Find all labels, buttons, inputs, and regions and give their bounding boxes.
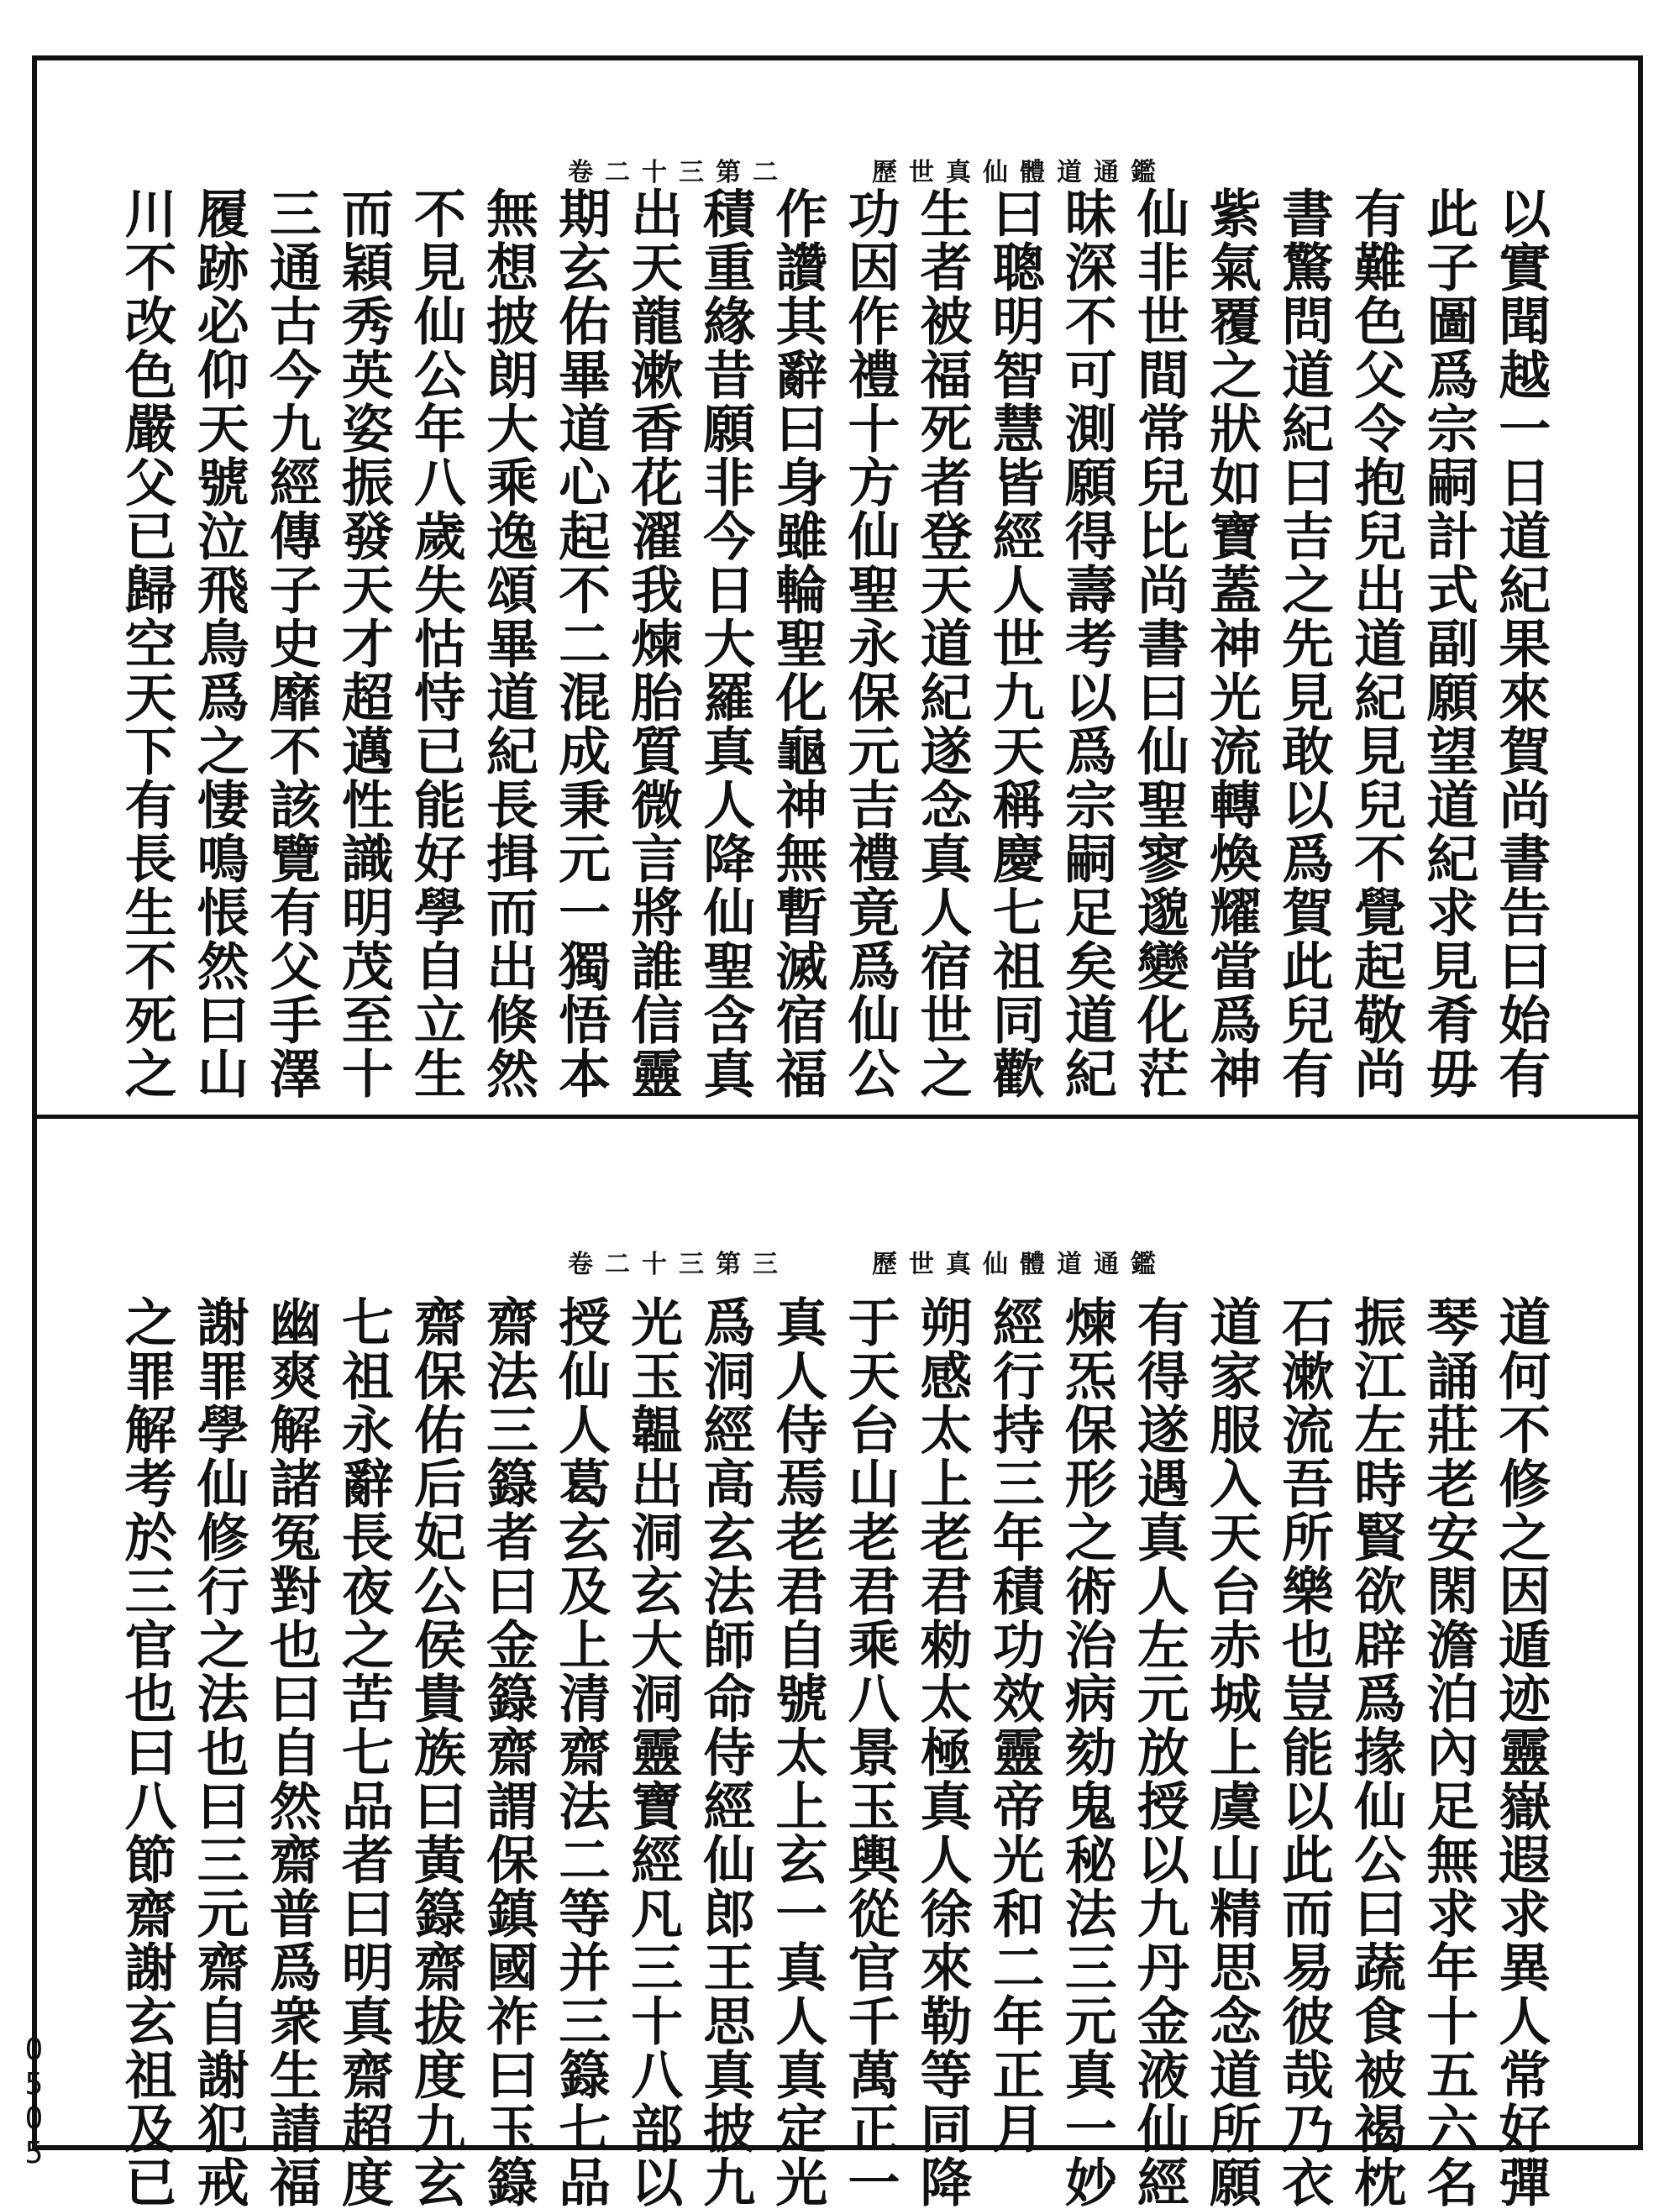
text-column: 仙非世間常兒比尚書曰仙聖寥邈變化茫	[1128, 186, 1190, 1100]
text-column: 振江左時賢欲辟爲掾仙公曰蔬食被褐枕	[1345, 1295, 1407, 2209]
text-column: 之罪解考於三官也曰八節齋謝玄祖及已	[116, 1295, 177, 2209]
text-column: 齋法三籙者曰金籙齋謂保鎮國祚曰玉籙	[477, 1295, 539, 2209]
book-title: 歷世真仙體道通鑑	[872, 1250, 1168, 1279]
bottom-panel	[37, 1119, 1638, 2209]
text-column: 爲洞經高玄法師命侍經仙郎王思真披九	[694, 1295, 756, 2209]
page-number: 0505	[17, 2033, 51, 2170]
text-column: 川不改色嚴父已歸空天下有長生不死之	[116, 186, 177, 1100]
text-column: 琴誦莊老安閑澹泊內足無求年十五六名	[1417, 1295, 1479, 2209]
text-column: 生者被福死者登天道紀遂念真人宿世之	[911, 186, 974, 1100]
text-columns	[111, 186, 1556, 1100]
chapter-label: 卷二十三第二	[568, 158, 790, 187]
text-column: 曰聰明智慧皆經人世九天稱慶七祖同歡	[984, 186, 1046, 1100]
text-column: 謝罪學仙修行之法也曰三元齋自謝犯戒	[188, 1295, 250, 2209]
text-columns	[111, 1295, 1556, 2209]
text-column: 道家服入天台赤城上虞山精思念道所願	[1200, 1295, 1263, 2209]
text-column: 昧深不可測願得壽考以爲宗嗣足矣道紀	[1056, 186, 1118, 1100]
text-column: 光玉韞出洞玄大洞靈寶經凡三十八部以	[622, 1295, 684, 2209]
chapter-label: 卷二十三第三	[568, 1250, 790, 1279]
text-column: 有難色父令抱兒出道紀見兒不覺起敬尚	[1345, 186, 1407, 1100]
text-column: 授仙人葛玄及上清齋法二等并三籙七品	[549, 1295, 612, 2209]
text-column: 以實聞越一日道紀果來賀尚書告曰始有	[1489, 186, 1551, 1100]
text-column: 齋保佑后妃公侯貴族曰黃籙齋拔度九玄	[405, 1295, 467, 2209]
text-column: 此子圖爲宗嗣計式副願望道紀求見肴毋	[1417, 186, 1479, 1100]
text-column: 道何不修之因遁迹靈嶽遐求異人常好彈	[1489, 1295, 1551, 2209]
text-column: 煉炁保形之術治病劾鬼秘法三元真一妙	[1056, 1295, 1118, 2209]
text-column: 期玄佑畢道心起不二混成秉元一獨悟本	[549, 186, 612, 1100]
text-column: 書驚問道紀曰吉之先見敢以爲賀此兒有	[1273, 186, 1335, 1100]
top-header	[37, 151, 1638, 185]
text-column: 作讚其辭曰身雖輪聖化龜神無暫滅宿福	[766, 186, 828, 1100]
text-column: 功因作禮十方仙聖永保元吉禮竟爲仙公	[838, 186, 900, 1100]
text-column: 而穎秀英姿振發天才超邁性識明茂至十	[333, 186, 395, 1100]
text-column: 朔感太上老君勑太極真人徐來勒等同降	[911, 1295, 974, 2209]
text-column: 三通古今九經傳子史靡不該覽有父手澤	[260, 186, 323, 1100]
text-column: 石漱流吾所樂也豈能以此而易彼哉乃衣	[1273, 1295, 1335, 2209]
text-column: 出天龍漱香花濯我煉胎質微言將誰信靈	[622, 186, 684, 1100]
text-column: 幽爽解諸冤對也曰自然齋普爲衆生請福	[260, 1295, 323, 2209]
text-column: 紫氣覆之狀如寶蓋神光流轉煥耀當爲神	[1200, 186, 1263, 1100]
text-column: 于天台山老君乘八景玉輿從官千萬正一	[838, 1295, 900, 2209]
text-column: 履跡必仰天號泣飛鳥爲之悽鳴悵然曰山	[188, 186, 250, 1100]
text-column: 經行持三年積功效靈帝光和二年正月	[984, 1295, 1046, 2155]
text-column: 積重緣昔願非今日大羅真人降仙聖含真	[694, 186, 756, 1100]
book-title: 歷世真仙體道通鑑	[872, 158, 1168, 187]
text-column: 真人侍焉老君自號太上玄一真人真定光	[766, 1295, 828, 2209]
top-panel	[37, 60, 1638, 1115]
text-column: 無想披朗大乘逸頌畢道紀長揖而出倏然	[477, 186, 539, 1100]
bottom-header	[37, 1243, 1638, 1277]
text-column: 有得遂遇真人左元放授以九丹金液仙經	[1128, 1295, 1190, 2209]
text-column: 不見仙公年八歲失怙恃已能好學自立生	[405, 186, 467, 1100]
text-column: 七祖永辭長夜之苦七品者曰明真齋超度	[333, 1295, 395, 2209]
